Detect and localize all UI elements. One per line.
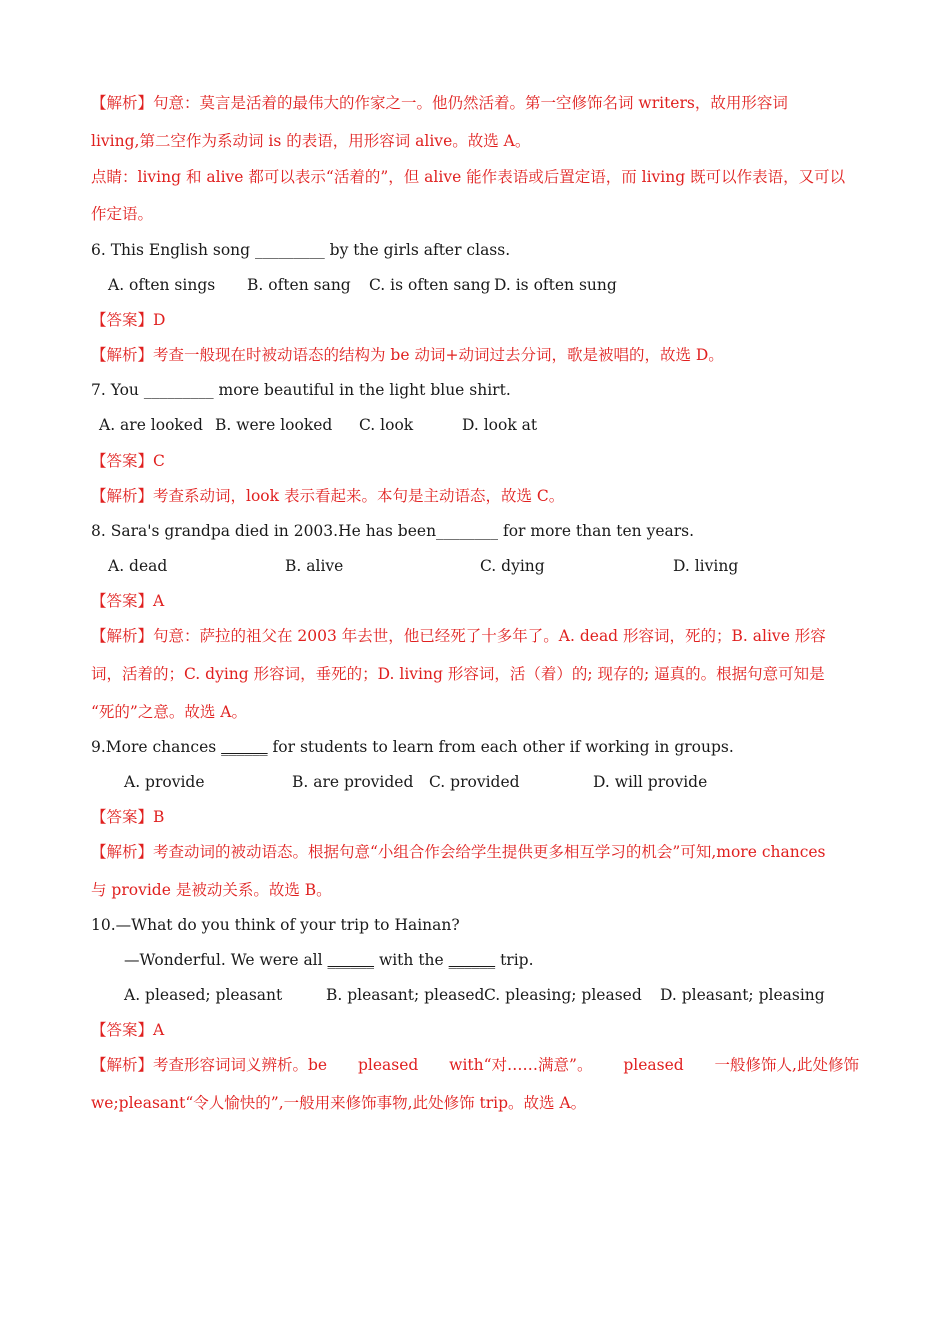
q10-analysis-line-1 xyxy=(91,1055,859,1075)
q8-analysis-line-1: 【解析】句意：萨拉的祖父在 2003 年去世，他已经死了十多年了。A. dead 形容词，死的；B. alive 形容 xyxy=(91,627,826,645)
q10-analysis-part-3: with“对……满意”。 xyxy=(449,1056,593,1074)
q10-question: 10.—What do you think of your trip to Hainan? xyxy=(91,916,460,934)
q7-option-a: A. are looked xyxy=(99,416,203,434)
q10-reply xyxy=(124,950,534,970)
q6-option-b: B. often sang xyxy=(247,276,351,294)
q7-option-c: C. look xyxy=(359,416,414,434)
q10-analysis-part-5: 一般修饰人,此处修饰 xyxy=(714,1056,859,1074)
q6-option-d: D. is often sung xyxy=(494,276,617,294)
q10-option-c: C. pleasing; pleased xyxy=(484,986,642,1004)
q9-option-b: B. are provided xyxy=(292,773,414,791)
q8-answer: 【答案】A xyxy=(91,592,165,610)
q8-option-b: B. alive xyxy=(285,557,344,575)
q6-option-c: C. is often sang xyxy=(369,276,491,294)
q10-reply-start: —Wonderful. We were all xyxy=(124,951,328,969)
q9-option-c: C. provided xyxy=(429,773,520,791)
q9-option-a: A. provide xyxy=(124,773,205,791)
q5-tip-line-1: 点睛：living 和 alive 都可以表示“活着的”，但 alive 能作表语或后置定语，而 living 既可以作表语，又可以 xyxy=(91,168,846,186)
q8-option-c: C. dying xyxy=(480,557,545,575)
q9-question-end: for students to learn from each other if working in groups. xyxy=(267,738,734,756)
q10-option-b: B. pleasant; pleased xyxy=(326,986,485,1004)
q10-analysis-part-2: pleased xyxy=(357,1056,419,1074)
q9-blank: ______ xyxy=(221,738,268,756)
q10-option-d: D. pleasant; pleasing xyxy=(660,986,825,1004)
q10-analysis-part-4: pleased xyxy=(623,1056,684,1074)
q9-option-d: D. will provide xyxy=(593,773,708,791)
q5-analysis-line-2: living,第二空作为系动词 is 的表语，用形容词 alive。故选 A。 xyxy=(91,132,531,150)
q10-reply-end: trip. xyxy=(495,951,534,969)
q7-option-d: D. look at xyxy=(462,416,538,434)
q9-question xyxy=(91,737,734,757)
q6-option-a: A. often sings xyxy=(108,276,216,294)
q6-answer: 【答案】D xyxy=(91,311,166,329)
q10-blank-1: ______ xyxy=(327,951,375,969)
q8-analysis-line-2: 词，活着的；C. dying 形容词，垂死的；D. living 形容词，活（着）的; 现存的; 逼真的。根据句意可知是 xyxy=(91,665,825,683)
q6-question: 6. This English song _________ by the girls after class. xyxy=(91,241,511,259)
q10-analysis-line-2: we;pleasant“令人愉快的”,一般用来修饰事物,此处修饰 trip。故选 A。 xyxy=(91,1094,587,1112)
q8-option-d: D. living xyxy=(673,557,739,575)
q8-question: 8. Sara's grandpa died in 2003.He has been________ for more than ten years. xyxy=(91,522,695,540)
q7-analysis: 【解析】考查系动词，look 表示看起来。本句是主动语态，故选 C。 xyxy=(91,487,565,505)
q8-option-a: A. dead xyxy=(108,557,168,575)
q7-answer: 【答案】C xyxy=(91,452,165,470)
q9-analysis-line-1: 【解析】考查动词的被动语态。根据句意“小组合作会给学生提供更多相互学习的机会”可知,more chances xyxy=(91,843,826,861)
q9-analysis-line-2: 与 provide 是被动关系。故选 B。 xyxy=(91,881,332,899)
q10-blank-2: ______ xyxy=(448,951,496,969)
q7-question: 7. You _________ more beautiful in the light blue shirt. xyxy=(91,381,511,399)
q10-option-a: A. pleased; pleasant xyxy=(124,986,283,1004)
q5-analysis-line-1: 【解析】句意：莫言是活着的最伟大的作家之一。他仍然活着。第一空修饰名词 writers，故用形容词 xyxy=(91,94,788,112)
q10-analysis-part-1: 【解析】考查形容词词义辨析。be xyxy=(91,1056,328,1074)
q5-tip-line-2: 作定语。 xyxy=(91,205,154,223)
q9-question-start: 9.More chances xyxy=(91,738,222,756)
q10-reply-middle: with the xyxy=(374,951,449,969)
q9-answer: 【答案】B xyxy=(91,808,165,826)
q6-analysis: 【解析】考查一般现在时被动语态的结构为 be 动词+动词过去分词，歌是被唱的，故选 D。 xyxy=(91,346,724,364)
q7-option-b: B. were looked xyxy=(215,416,333,434)
q8-analysis-line-3: “死的”之意。故选 A。 xyxy=(91,703,247,721)
q10-answer: 【答案】A xyxy=(91,1021,165,1039)
